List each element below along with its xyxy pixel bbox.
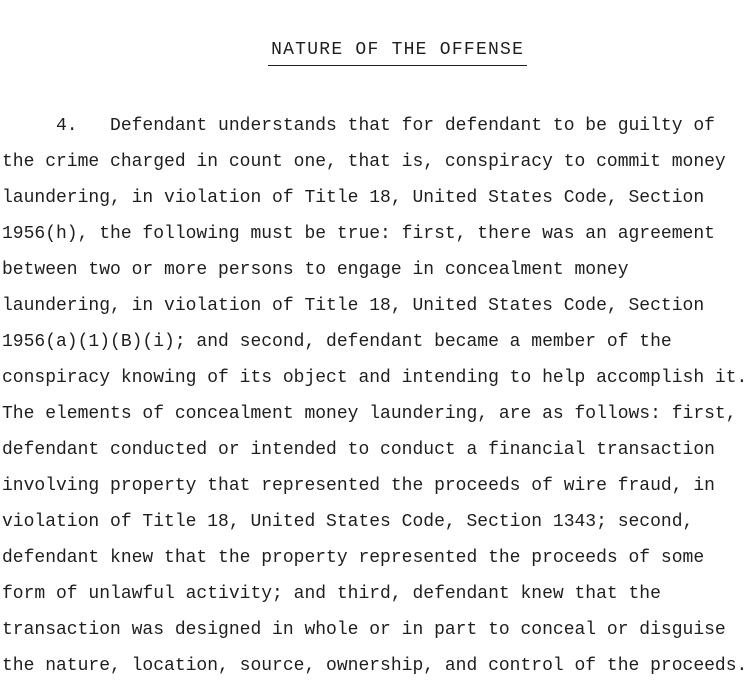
body-line: defendant conducted or intended to conduct a financial transaction (2, 440, 715, 460)
section-heading: NATURE OF THE OFFENSE (268, 35, 527, 66)
body-line: involving property that represented the proceeds of wire fraud, in (2, 476, 715, 496)
body-line: defendant knew that the property represented the proceeds of some (2, 548, 705, 568)
body-line: the crime charged in count one, that is, conspiracy to commit money (2, 152, 726, 172)
body-line: 1956(h), the following must be true: first, there was an agreement (2, 224, 715, 244)
body-line: 4. Defendant understands that for defendant to be guilty of (2, 116, 715, 136)
body-line: The elements of concealment money laundering, are as follows: first, (2, 404, 737, 424)
body-line: laundering, in violation of Title 18, United States Code, Section (2, 188, 705, 208)
body-line: between two or more persons to engage in concealment money (2, 260, 629, 280)
body-line: transaction was designed in whole or in part to conceal or disguise (2, 620, 726, 640)
body-line: 1956(a)(1)(B)(i); and second, defendant became a member of the (2, 332, 672, 352)
body-line: laundering, in violation of Title 18, United States Code, Section (2, 296, 705, 316)
body-line: form of unlawful activity; and third, defendant knew that the (2, 584, 661, 604)
body-line: conspiracy knowing of its object and intending to help accomplish it. (2, 368, 748, 388)
body-line: the nature, location, source, ownership, and control of the proceeds. (2, 656, 748, 676)
section-heading-row (2, 0, 750, 108)
body-line: violation of Title 18, United States Code, Section 1343; second, (2, 512, 694, 532)
